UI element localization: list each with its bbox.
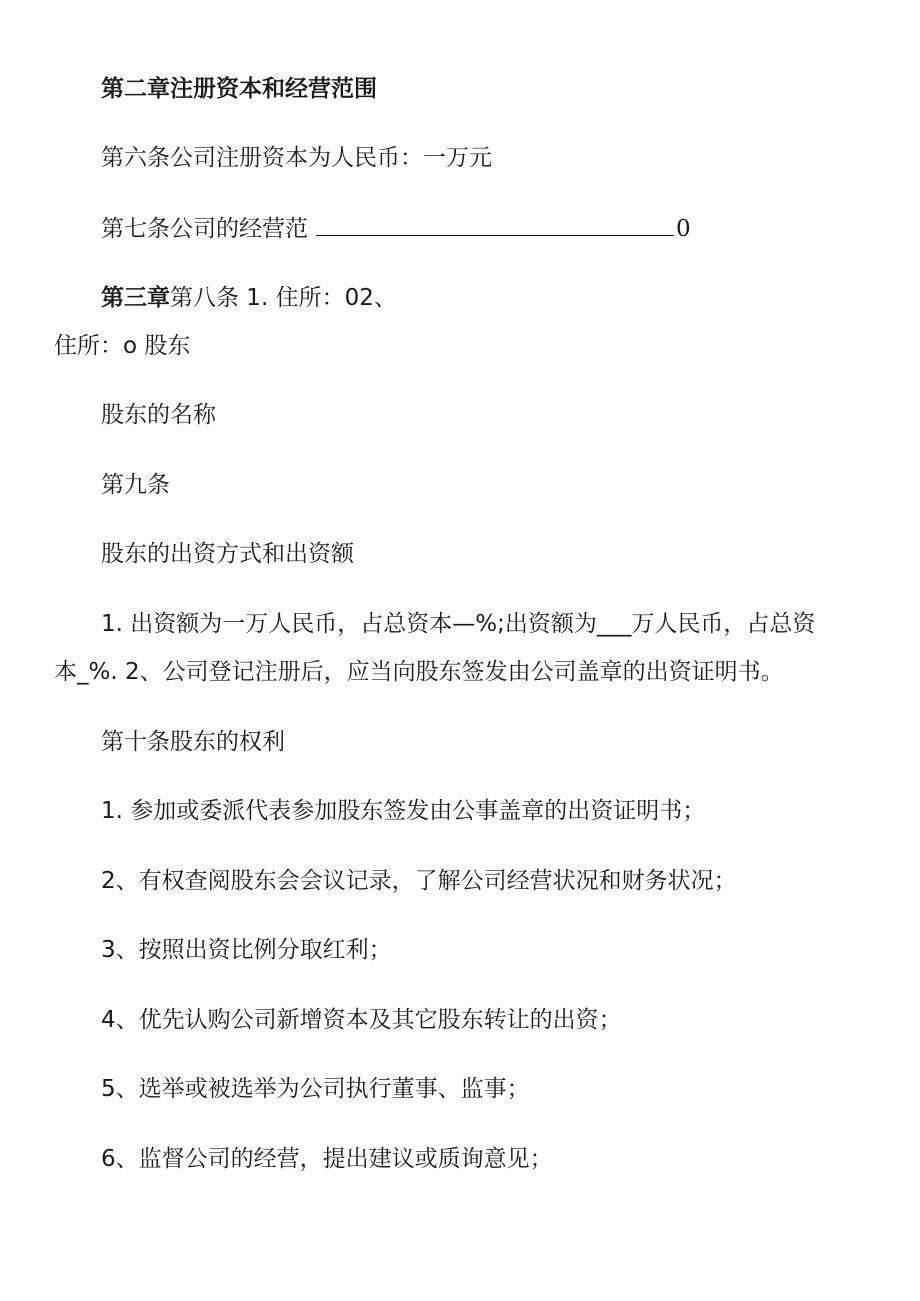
- chapter-2-heading: 第二章注册资本和经营范围: [101, 76, 377, 102]
- address-line: 住所：o 股东: [54, 333, 191, 359]
- shareholder-name-label: 股东的名称: [101, 402, 216, 428]
- article-7-text: 第七条公司的经营范: [101, 216, 308, 242]
- article-7-suffix: 0: [676, 216, 691, 242]
- contribution-heading: 股东的出资方式和出资额: [101, 541, 354, 567]
- right-item-6: 6、监督公司的经营，提出建议或质询意见；: [101, 1146, 553, 1172]
- business-scope-blank: [316, 213, 674, 236]
- right-item-4: 4、优先认购公司新增资本及其它股东转让的出资；: [101, 1007, 622, 1033]
- article-10-heading: 第十条股东的权利: [101, 729, 285, 755]
- article-6: 第六条公司注册资本为人民币：一万元: [101, 145, 492, 171]
- article-8-address: 第八条 1. 住所：02、: [170, 285, 397, 311]
- contribution-paragraph-line-2: 本_%. 2、公司登记注册后，应当向股东签发由公司盖章的出资证明书。: [54, 659, 784, 685]
- chapter-3-line: [101, 283, 397, 313]
- article-7: [101, 213, 691, 244]
- right-item-2: 2、有权查阅股东会会议记录，了解公司经营状况和财务状况；: [101, 868, 737, 894]
- chapter-3-heading: 第三章: [101, 285, 170, 311]
- right-item-3: 3、按照出资比例分取红利；: [101, 937, 392, 963]
- article-9: 第九条: [101, 472, 170, 498]
- right-item-5: 5、选举或被选举为公司执行董事、监事；: [101, 1076, 530, 1102]
- contribution-paragraph-line-1: 1. 出资额为一万人民币，占总资本—%;出资额为___万人民币，占总资: [101, 611, 816, 637]
- right-item-1: 1. 参加或委派代表参加股东签发由公事盖章的出资证明书；: [101, 798, 706, 824]
